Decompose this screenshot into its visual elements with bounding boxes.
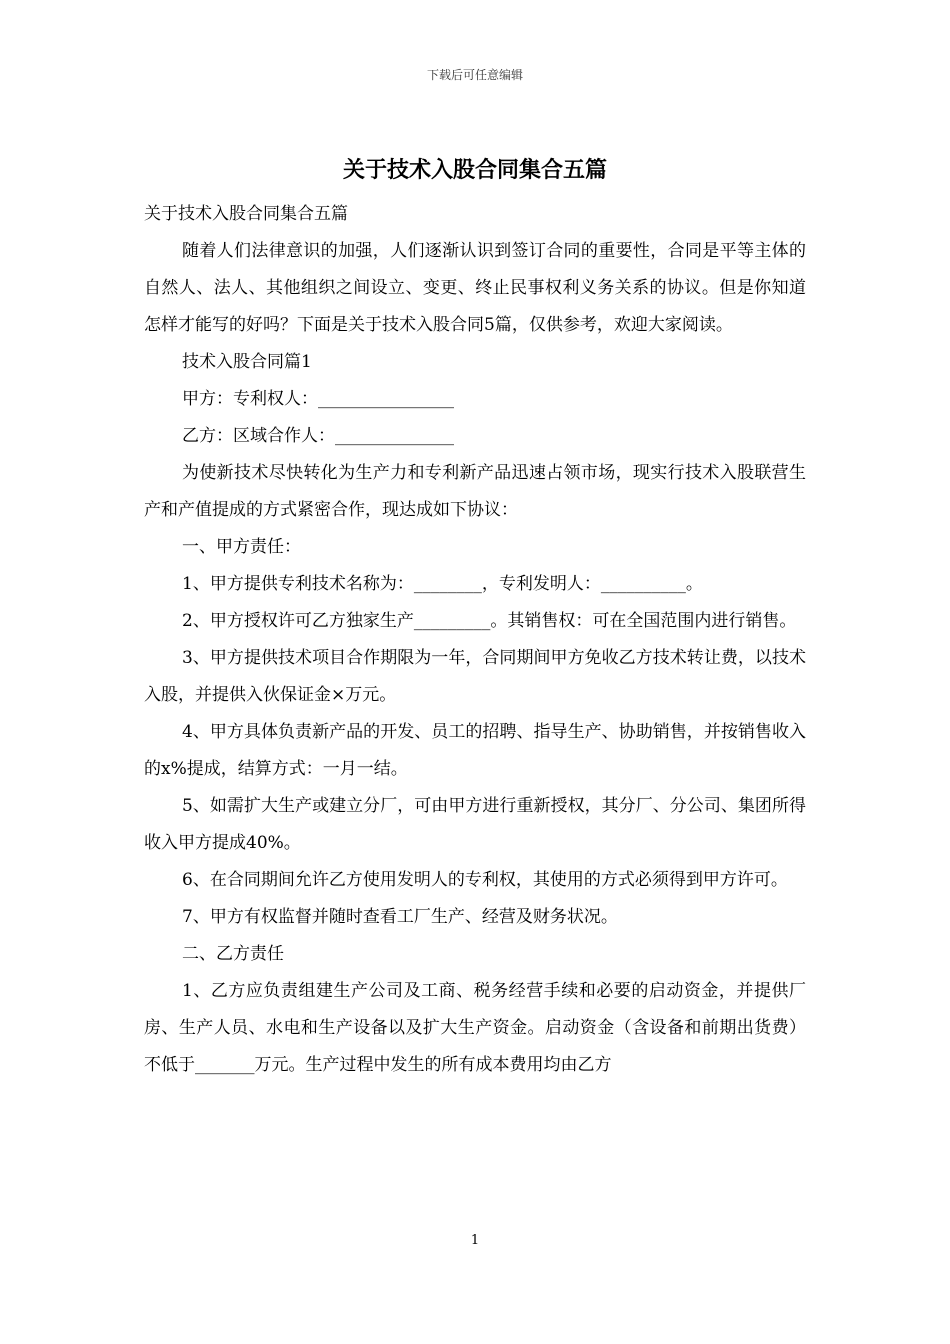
paragraph-heading-party-a-duties: 一、甲方责任：: [182, 537, 301, 557]
paragraph-clause-a5: 5、如需扩大生产或建立分厂，可由甲方进行重新授权，其分厂、分公司、集团所得收入甲方提成40%。: [144, 796, 806, 853]
paragraph-clause-a1: 1、甲方提供专利技术名称为：________，专利发明人：__________。: [182, 574, 703, 594]
paragraph-clause-a4: 4、甲方具体负责新产品的开发、员工的招聘、指导生产、协助销售，并按销售收入的x%提成，结算方式：一月一结。: [144, 722, 806, 779]
paragraph-intro: 随着人们法律意识的加强，人们逐渐认识到签订合同的重要性，合同是平等主体的自然人、法人、其他组织之间设立、变更、终止民事权利义务关系的协议。但是你知道怎样才能写的好吗？下面是关于技术入股合同5篇，仅供参考，欢迎大家阅读。: [144, 241, 806, 335]
page-number: 1: [470, 1233, 480, 1248]
paragraph-section-heading: 技术入股合同篇1: [182, 352, 312, 372]
paragraph-clause-a2: 2、甲方授权许可乙方独家生产_________。其销售权：可在全国范围内进行销售。: [182, 611, 797, 631]
paragraph-heading-party-b-duties: 二、乙方责任: [182, 944, 284, 964]
paragraph-purpose: 为使新技术尽快转化为生产力和专利新产品迅速占领市场，现实行技术入股联营生产和产值提成的方式紧密合作，现达成如下协议：: [144, 463, 806, 520]
document-title: 关于技术入股合同集合五篇: [342, 158, 607, 183]
paragraph-clause-a6: 6、在合同期间允许乙方使用发明人的专利权，其使用的方式必须得到甲方许可。: [182, 870, 788, 890]
paragraph-party-a: 甲方：专利权人：________________: [182, 389, 454, 409]
paragraph-party-b: 乙方：区域合作人：______________: [182, 426, 454, 446]
paragraph-clause-a7: 7、甲方有权监督并随时查看工厂生产、经营及财务状况。: [182, 907, 618, 927]
document-body: [144, 196, 806, 1084]
header-note: 下载后可任意编辑: [426, 68, 523, 82]
paragraph-subtitle: 关于技术入股合同集合五篇: [144, 204, 348, 224]
paragraph-clause-b1: 1、乙方应负责组建生产公司及工商、税务经营手续和必要的启动资金，并提供厂房、生产人员、水电和生产设备以及扩大生产资金。启动资金（含设备和前期出货费）不低于_______万元。生产过程中发生的所有成本费用均由乙方: [144, 981, 806, 1075]
paragraph-clause-a3: 3、甲方提供技术项目合作期限为一年，合同期间甲方免收乙方技术转让费，以技术入股，并提供入伙保证金×万元。: [144, 648, 806, 705]
